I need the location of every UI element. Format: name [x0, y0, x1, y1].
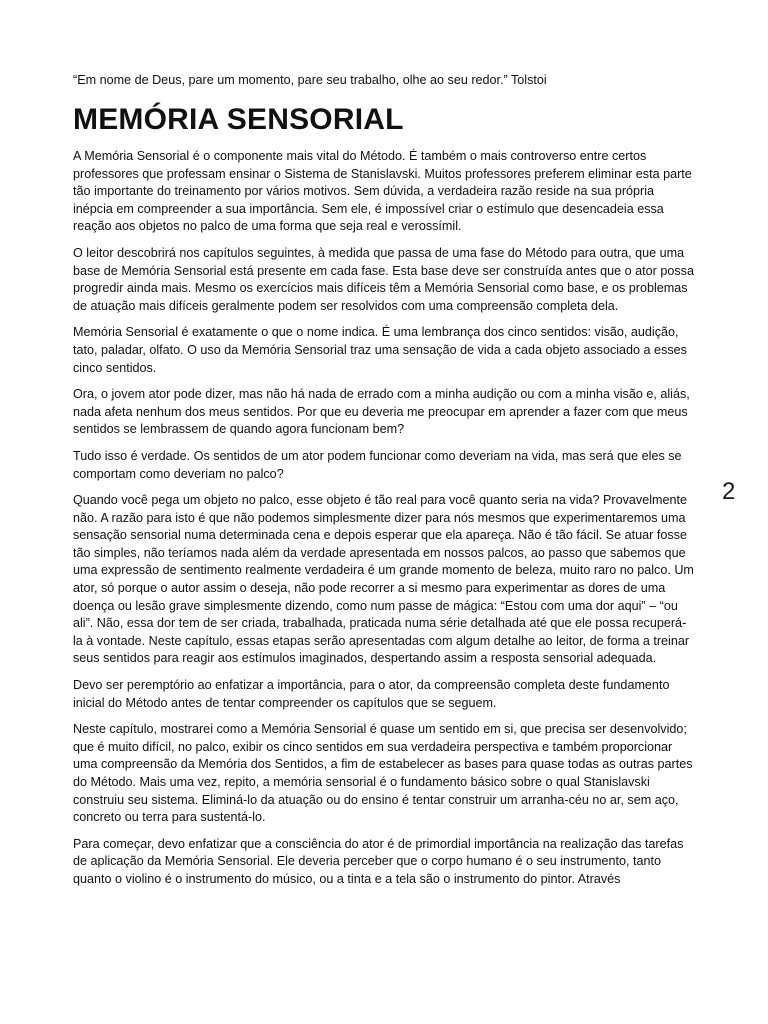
- paragraph: A Memória Sensorial é o componente mais vital do Método. É também o mais controverso entre certos professores que professam ensinar o Sistema de Stanislavski. Muitos professores preferem eliminar esta parte tão importante do treinamento por vários motivos. Sem dúvida, a verdadeira razão reside na sua própria inépcia em compreender a sua importância. Sem ele, é impossível criar o estímulo que desencadeia essa reação aos objetos no palco de uma forma que seja real e verossímil.: [73, 149, 692, 234]
- paragraph: Ora, o jovem ator pode dizer, mas não há nada de errado com a minha audição ou com a minha visão e, aliás, nada afeta nenhum dos meus sentidos. Por que eu deveria me preocupar em aprender a fazer com que meus sentidos se lembrassem de quando agora funcionam bem?: [73, 387, 690, 437]
- epigraph: “Em nome de Deus, pare um momento, pare seu trabalho, olhe ao seu redor.” Tolstoi: [73, 73, 547, 87]
- paragraph: Tudo isso é verdade. Os sentidos de um ator podem funcionar como deveriam na vida, mas será que eles se comportam como deveriam no palco?: [73, 448, 682, 481]
- document-page: [73, 72, 695, 898]
- chapter-title: MEMÓRIA SENSORIAL: [73, 103, 404, 136]
- paragraph: Quando você pega um objeto no palco, esse objeto é tão real para você quanto seria na vida? Provavelmente não. A razão para isto é que não podemos simplesmente dizer para nós mesmos que experimentaremos uma sensação sensorial numa determinada cena e depois esperar que ela apareça. Não é tão fácil. Se atuar fosse tão simples, não teríamos nada além da verdade apresentada em nossos palcos, ao passo que sabemos que uma expressão de sentimento realmente verdadeira é um grande momento de beleza, muito raro no palco. Um ator, só porque o autor assim o deseja, não pode recorrer a si mesmo para experimentar as dores de uma doença ou lesão grave simplesmente dizendo, como num passe de mágica: “Estou com uma dor aqui” – “ou ali”. Não, essa dor tem de ser criada, trabalhada, praticada numa série detalhada até que ele possa recuperá-la à vontade. Neste capítulo, essas etapas serão apresentadas com algum detalhe ao leitor, de forma a treinar seus sentidos para reagir aos estímulos imaginados, despertando assim a resposta sensorial adequada.: [73, 493, 694, 666]
- paragraph: O leitor descobrirá nos capítulos seguintes, à medida que passa de uma fase do Método para outra, que uma base de Memória Sensorial está presente em cada fase. Esta base deve ser construída antes que o ator possa progredir ainda mais. Mesmo os exercícios mais difíceis têm a Memória Sensorial como base, e os problemas de atuação mais difíceis geralmente podem ser resolvidos com uma compreensão completa dela.: [73, 245, 694, 313]
- paragraph: Neste capítulo, mostrarei como a Memória Sensorial é quase um sentido em si, que precisa ser desenvolvido; que é muito difícil, no palco, exibir os cinco sentidos em sua verdadeira perspectiva e também proporcionar uma compreensão da Memória dos Sentidos, a fim de estabelecer as bases para quase todas as outras partes do Método. Mais uma vez, repito, a memória sensorial é o fundamento básico sobre o qual Stanislavski construiu seu sistema. Eliminá-lo da atuação ou do ensino é tentar construir um arranha-céu no ar, sem aço, concreto ou terra para sustentá-lo.: [73, 722, 693, 825]
- page-number: 2: [722, 478, 736, 505]
- paragraph: Para começar, devo enfatizar que a consciência do ator é de primordial importância na realização das tarefas de aplicação da Memória Sensorial. Ele deveria perceber que o corpo humano é o seu instrumento, tanto quanto o violino é o instrumento do músico, ou a tinta e a tela são o instrumento do pintor. Através: [73, 836, 684, 886]
- paragraph: Memória Sensorial é exatamente o que o nome indica. É uma lembrança dos cinco sentidos: visão, audição, tato, paladar, olfato. O uso da Memória Sensorial traz uma sensação de vida a cada objeto associado a esses cinco sentidos.: [73, 325, 687, 375]
- paragraph: Devo ser peremptório ao enfatizar a importância, para o ator, da compreensão completa deste fundamento inicial do Método antes de tentar compreender os capítulos que se seguem.: [73, 678, 670, 710]
